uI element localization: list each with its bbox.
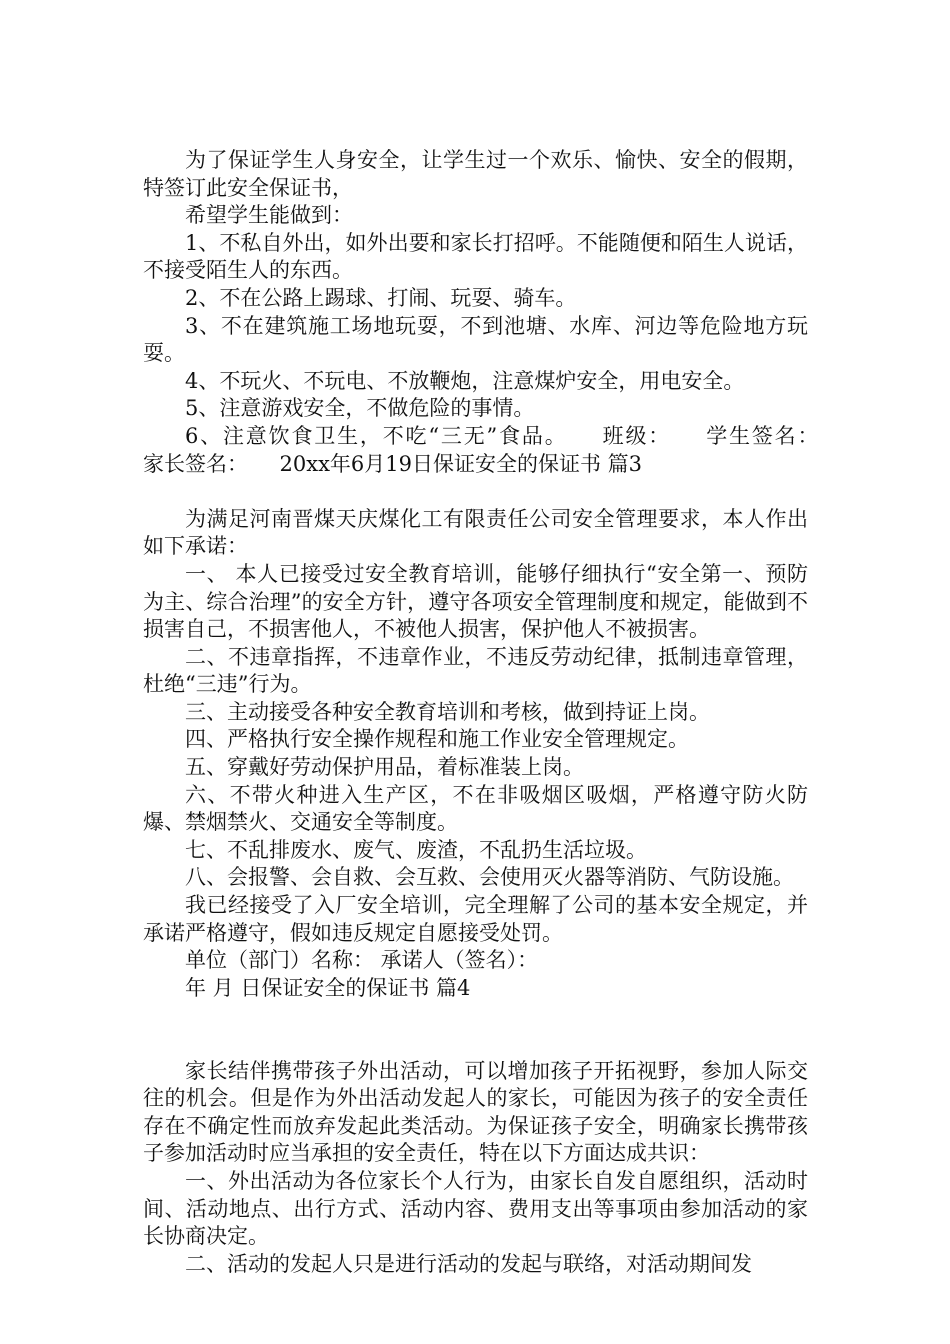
list-item: 4、不玩火、不玩电、不放鞭炮，注意煤炉安全，用电安全。 (185, 368, 745, 393)
list-item: 2、不在公路上踢球、打闹、玩耍、骑车。 (185, 285, 577, 310)
paragraph: 家长结伴携带孩子外出活动，可以增加孩子开拓视野，参加人际交往的机会。但是作为外出活动发起人的家长，可能因为孩子的安全责任存在不确定性而放弃发起此类活动。为保证孩子安全，明确家长携带孩子参加活动时应当承担的安全责任，特在以下方面达成共识： (143, 1058, 808, 1166)
section-pledge-students (143, 147, 850, 478)
paragraph: 为满足河南晋煤天庆煤化工有限责任公司安全管理要求，本人作出如下承诺： (143, 506, 808, 559)
list-item: 二、活动的发起人只是进行活动的发起与联络，对活动期间发 (185, 1251, 752, 1276)
list-item: 五、穿戴好劳动保护用品，着标准装上岗。 (185, 755, 584, 780)
list-item: 3、不在建筑施工场地玩耍，不到池塘、水库、河边等危险地方玩耍。 (143, 313, 808, 366)
list-item: 七、不乱排废水、废气、废渣，不乱扔生活垃圾。 (185, 837, 647, 862)
list-item: 六、不带火种进入生产区，不在非吸烟区吸烟，严格遵守防火防爆、禁烟禁火、交通安全等制度。 (143, 782, 808, 835)
list-item: 八、会报警、会自救、会互救、会使用灭火器等消防、气防设施。 (185, 865, 794, 890)
paragraph: 希望学生能做到： (185, 203, 353, 228)
list-item: 四、严格执行安全操作规程和施工作业安全管理规定。 (185, 727, 689, 752)
list-item: 一、 本人已接受过安全教育培训，能够仔细执行“安全第一、预防为主、综合治理”的安全方针，遵守各项安全管理制度和规定，能做到不损害自己，不损害他人，不被他人损害，保护他人不被损害。 (143, 561, 808, 642)
paragraph: 我已经接受了入厂安全培训，完全理解了公司的基本安全规定，并承诺严格遵守，假如违反规定自愿接受处罚。 (143, 893, 808, 945)
list-item: 5、注意游戏安全，不做危险的事情。 (185, 396, 535, 421)
section-spacer (143, 478, 808, 506)
section-pledge-company (143, 506, 808, 1003)
signature-line: 单位（部门）名称： 承诺人（签名）： (185, 948, 539, 973)
section-spacer (143, 1030, 808, 1058)
list-item: 1、不私自外出，如外出要和家长打招呼。不能随便和陌生人说话，不接受陌生人的东西。 (143, 230, 808, 283)
date-line: 年 月 日保证安全的保证书 篇4 (185, 975, 471, 1000)
section-spacer (143, 1002, 808, 1030)
section-pledge-parents (143, 1058, 808, 1279)
document-body (143, 147, 850, 1278)
list-item: 三、主动接受各种安全教育培训和考核，做到持证上岗。 (185, 699, 710, 724)
list-item: 6、注意饮食卫生，不吃“三无”食品。 班级： 学生签名： 家长签名： 20xx年6月19日保证安全的保证书 篇3 (143, 423, 850, 476)
list-item: 二、不违章指挥，不违章作业，不违反劳动纪律，抵制违章管理，杜绝“三违”行为。 (143, 644, 808, 697)
paragraph: 为了保证学生人身安全，让学生过一个欢乐、愉快、安全的假期，特签订此安全保证书， (143, 148, 808, 200)
list-item: 一、外出活动为各位家长个人行为，由家长自发自愿组织，活动时间、活动地点、出行方式、活动内容、费用支出等事项由参加活动的家长协商决定。 (143, 1168, 808, 1249)
